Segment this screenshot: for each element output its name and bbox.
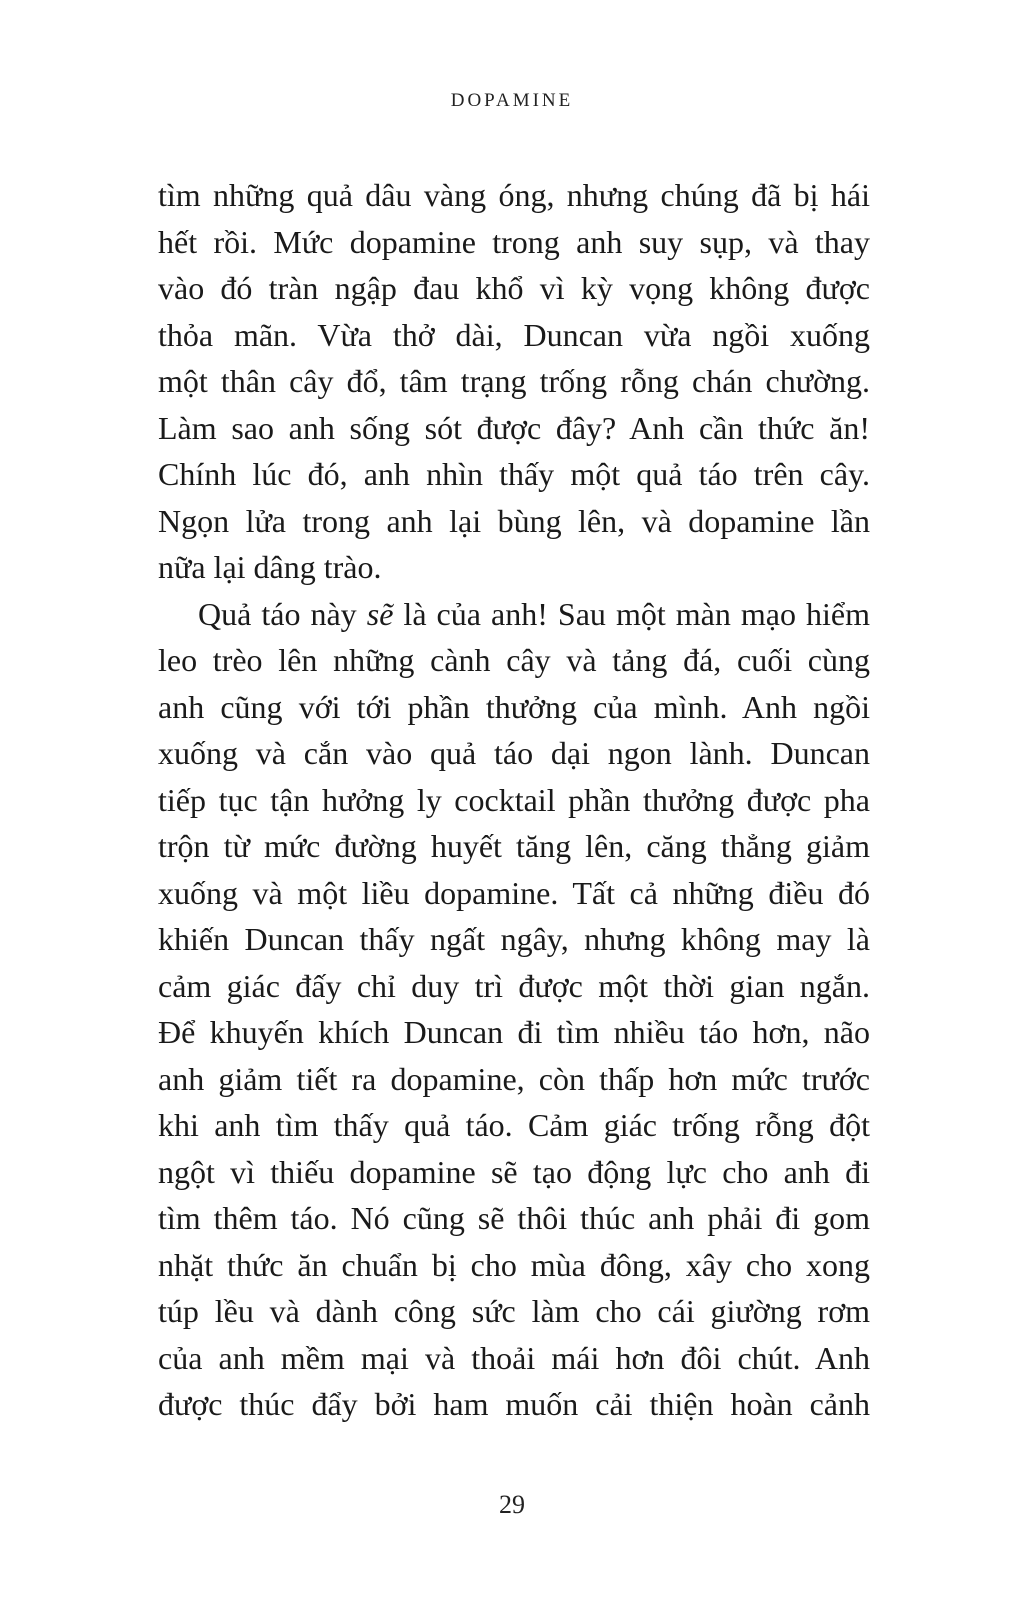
text-line: một thân cây đổ, tâm trạng trống rỗng chán chường. (158, 363, 870, 399)
text-line: leo trèo lên những cành cây và tảng đá, cuối cùng (158, 642, 870, 678)
text-line: hết rồi. Mức dopamine trong anh suy sụp, và thay (158, 223, 870, 260)
text-run: là của anh! Sau một màn mạo hiểm (393, 595, 871, 632)
text-line: nữa lại dâng trào. (158, 549, 382, 585)
text-line: thỏa mãn. Vừa thở dài, Duncan vừa ngồi xuống (158, 316, 870, 353)
text-line: ngột vì thiếu dopamine sẽ tạo động lực cho anh đi (158, 1153, 870, 1190)
text-line: anh cũng với tới phần thưởng của mình. Anh ngồi (158, 688, 870, 725)
text-line: túp lều và dành công sức làm cho cái giường rơm (158, 1293, 870, 1329)
body-text (158, 172, 870, 1428)
text-line: tìm thêm táo. Nó cũng sẽ thôi thúc anh phải đi gom (158, 1200, 870, 1236)
text-line: nhặt thức ăn chuẩn bị cho mùa đông, xây cho xong (158, 1246, 870, 1283)
text-line: tìm những quả dâu vàng óng, nhưng chúng đã bị hái (158, 177, 870, 213)
text-line: trộn từ mức đường huyết tăng lên, căng thẳng giảm (158, 828, 870, 864)
text-line: cảm giác đấy chỉ duy trì được một thời gian ngắn. (158, 967, 870, 1004)
text-line: anh giảm tiết ra dopamine, còn thấp hơn mức trước (158, 1060, 870, 1097)
running-header: DOPAMINE (450, 90, 574, 111)
text-line: của anh mềm mại và thoải mái hơn đôi chút. Anh (158, 1339, 870, 1376)
text-line: Ngọn lửa trong anh lại bùng lên, và dopamine lần (158, 502, 870, 539)
text-line: tiếp tục tận hưởng ly cocktail phần thưởng được pha (158, 781, 870, 818)
text-line: Làm sao anh sống sót được đây? Anh cần thức ăn! (158, 409, 870, 446)
paragraph-first-line (158, 591, 870, 638)
text-run: Quả táo này (198, 595, 367, 632)
text-line: Chính lúc đó, anh nhìn thấy một quả táo trên cây. (158, 456, 870, 492)
text-line: Để khuyến khích Duncan đi tìm nhiều táo hơn, não (158, 1014, 870, 1050)
text-line: xuống và một liều dopamine. Tất cả những điều đó (158, 874, 870, 911)
text-line: vào đó tràn ngập đau khổ vì kỳ vọng không được (158, 270, 870, 306)
italic-emphasis: sẽ (366, 595, 394, 632)
text-line: xuống và cắn vào quả táo dại ngon lành. Duncan (158, 735, 870, 771)
text-line: khi anh tìm thấy quả táo. Cảm giác trống rỗng đột (158, 1107, 870, 1143)
text-line: khiến Duncan thấy ngất ngây, nhưng không may là (158, 921, 870, 957)
text-line: được thúc đẩy bởi ham muốn cải thiện hoàn cảnh (158, 1386, 870, 1422)
page-number: 29 (499, 1490, 525, 1519)
